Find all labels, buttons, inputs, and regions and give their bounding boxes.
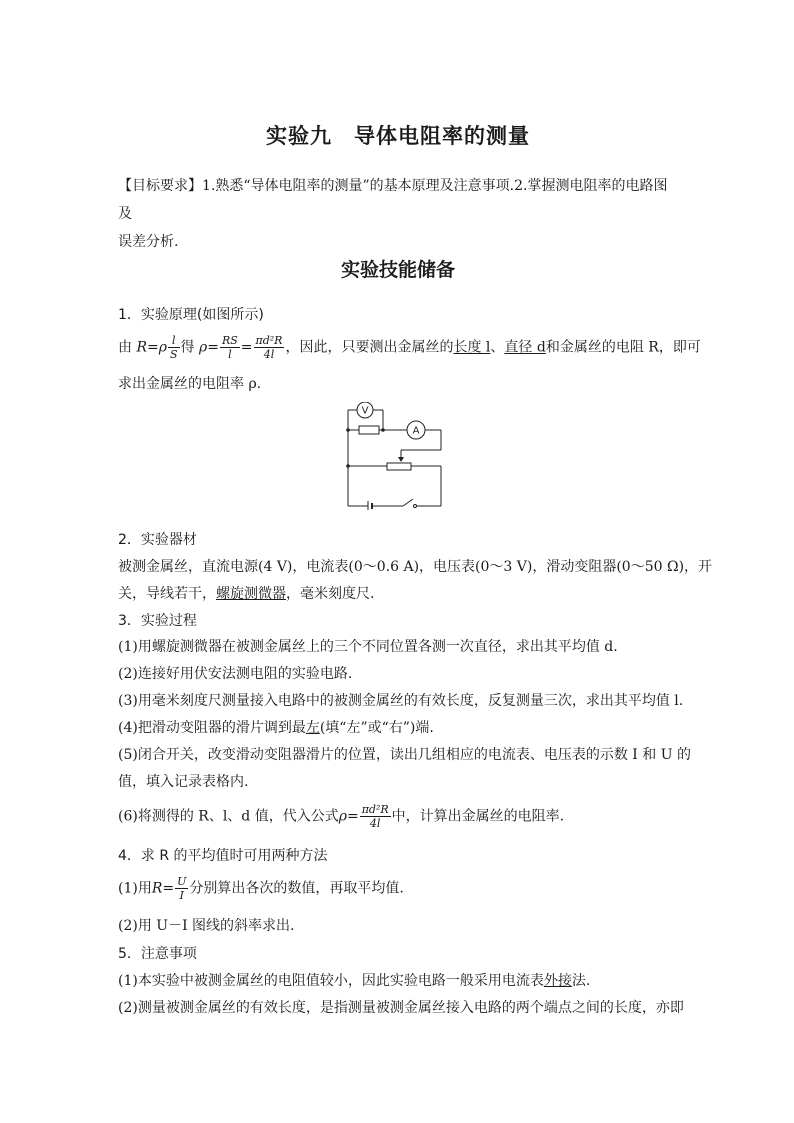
process-step-4 xyxy=(118,717,434,737)
underlined-length: 长度 l xyxy=(453,339,491,356)
principle-formula-line xyxy=(118,334,701,361)
junction-dot xyxy=(381,428,385,432)
formula-eq: = xyxy=(240,339,253,356)
formula-text: 由 xyxy=(118,339,132,356)
switch-blade xyxy=(403,499,413,506)
formula-eq: = xyxy=(207,339,219,356)
goals-line1: 1.熟悉“导体电阻率的测量”的基本原理及注意事项.2.掌握测电阻率的电路图及 xyxy=(118,178,668,222)
formula-var-rho: ρ xyxy=(198,339,208,356)
fraction-num: πd²R xyxy=(255,334,283,347)
equipment-line1: 被测金属丝，直流电源(4 V)，电流表(0～0.6 A)，电压表(0～3 V)，滑动变阻器(0～50 Ω)，开 xyxy=(118,559,713,575)
rheostat-symbol xyxy=(387,463,411,470)
goals-label: 【目标要求】 xyxy=(118,178,202,194)
text-span: 关，导线若干， xyxy=(118,586,216,602)
section-heading: 实验技能储备 xyxy=(340,259,455,281)
voltmeter-label: V xyxy=(361,405,369,417)
method-1 xyxy=(118,875,404,902)
formula-rho: ρ= xyxy=(338,808,359,825)
fraction-rs-over-l xyxy=(220,334,240,361)
resistor-symbol xyxy=(359,426,379,434)
fraction-num: RS xyxy=(221,334,238,347)
page-title xyxy=(118,120,678,150)
learning-goals xyxy=(118,172,678,256)
process-step-1: (1)用螺旋测微器在被测金属丝上的三个不同位置各测一次直径，求出其平均值 d. xyxy=(118,639,618,655)
formula-text: 得 xyxy=(180,339,195,356)
text-span: ，毫米刻度尺. xyxy=(286,586,375,602)
formula-var-r: R xyxy=(136,339,147,356)
formula-text: 、 xyxy=(490,339,505,356)
fraction-num: πd²R xyxy=(361,803,389,816)
underlined-micrometer: 螺旋测微器 xyxy=(216,586,286,602)
text-span: (填“左”或“右”)端. xyxy=(319,720,434,736)
fraction-l-over-s xyxy=(168,334,180,361)
fraction-u-over-i xyxy=(175,875,188,902)
fraction-num: U xyxy=(177,875,187,888)
goals-line2: 误差分析. xyxy=(118,234,179,250)
method-2: (2)用 U－I 图线的斜率求出. xyxy=(118,918,295,934)
title-main: 实验九 xyxy=(266,124,332,148)
text-span: (6)将测得的 R、l、d 值，代入公式 xyxy=(118,808,339,825)
process-step-5-line2: 值，填入记录表格内. xyxy=(118,774,249,790)
fraction-den: 4l xyxy=(369,817,381,830)
principle-line2: 求出金属丝的电阻率 ρ. xyxy=(118,376,262,392)
text-span: 法. xyxy=(571,973,591,989)
fraction-pid2r-over-4l xyxy=(254,334,285,361)
circuit-diagram xyxy=(343,402,568,510)
underlined-left: 左 xyxy=(305,720,320,736)
text-span: (4)把滑动变阻器的滑片调到最 xyxy=(118,720,306,736)
junction-dot xyxy=(346,428,350,432)
methods-heading: 4．求 R 的平均值时可用两种方法 xyxy=(118,848,328,864)
fraction-num: l xyxy=(168,334,180,348)
formula-eq-rho: =ρ xyxy=(147,339,167,356)
process-step-5-line1: (5)闭合开关，改变滑动变阻器滑片的位置，读出几组相应的电流表、电压表的示数 I 和 U 的 xyxy=(118,747,691,763)
equipment-line2 xyxy=(118,583,374,603)
fraction-den: S xyxy=(169,348,178,361)
fraction-den: 4l xyxy=(263,348,275,361)
formula-r: R= xyxy=(151,880,175,897)
underlined-external: 外接 xyxy=(543,973,572,989)
junction-dot xyxy=(346,464,350,468)
formula-text: ，因此，只要测出金属丝的 xyxy=(285,339,454,356)
text-span: 中，计算出金属丝的电阻率. xyxy=(391,808,565,825)
process-step-3: (3)用毫米刻度尺测量接入电路中的被测金属丝的有效长度，反复测量三次，求出其平均值 l. xyxy=(118,693,684,709)
note-1 xyxy=(118,970,590,990)
title-sub: 导体电阻率的测量 xyxy=(354,124,530,148)
underlined-diameter: 直径 d xyxy=(504,339,546,356)
principle-heading: 1．实验原理(如图所示) xyxy=(118,307,264,323)
process-step-6 xyxy=(118,803,564,830)
equipment-heading: 2．实验器材 xyxy=(118,532,197,548)
fraction-den: l xyxy=(228,348,232,361)
text-span: (1)用 xyxy=(118,880,152,897)
formula-text: 和金属丝的电阻 R，即可 xyxy=(545,339,701,356)
slider-arrow xyxy=(398,457,404,462)
fraction-pid2r-over-4l xyxy=(360,803,391,830)
text-span: 分别算出各次的数值，再取平均值. xyxy=(189,880,404,897)
switch-contact xyxy=(414,505,417,508)
fraction-den: I xyxy=(179,889,184,902)
notes-heading: 5．注意事项 xyxy=(118,946,197,962)
note-2: (2)测量被测金属丝的有效长度，是指测量被测金属丝接入电路的两个端点之间的长度，亦即 xyxy=(118,1000,684,1016)
ammeter-label: A xyxy=(412,425,420,437)
process-step-2: (2)连接好用伏安法测电阻的实验电路. xyxy=(118,666,353,682)
text-span: (1)本实验中被测金属丝的电阻值较小，因此实验电路一般采用电流表 xyxy=(118,973,544,989)
process-heading: 3．实验过程 xyxy=(118,613,197,629)
